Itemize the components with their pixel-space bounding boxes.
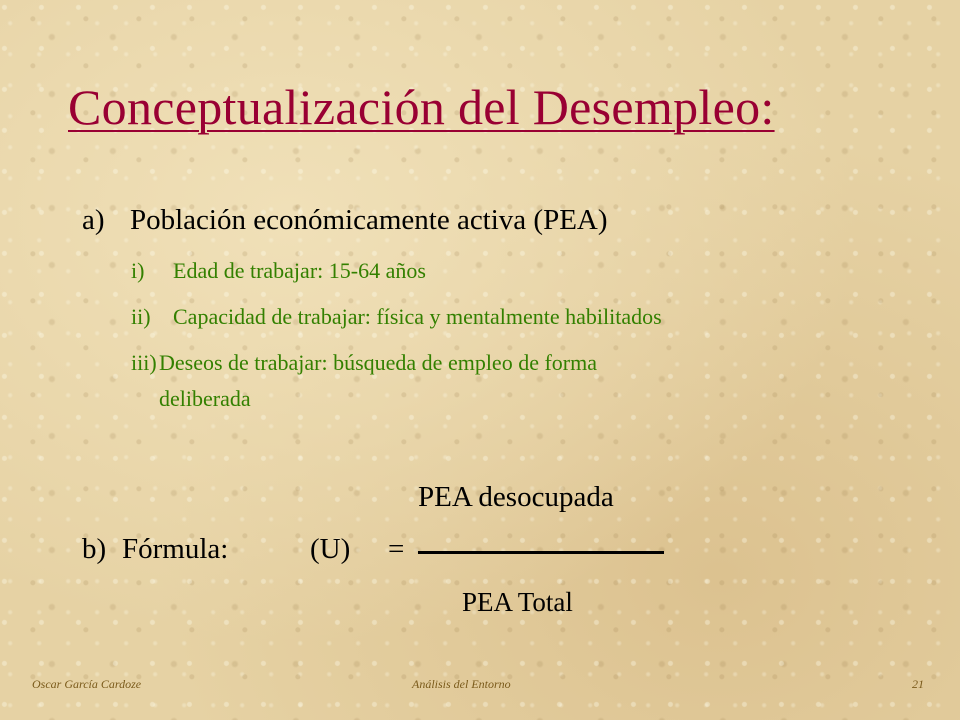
subitem-iii-marker: iii) — [131, 350, 157, 375]
footer-course: Análisis del Entorno — [412, 677, 511, 691]
subitem-iii-text: Deseos de trabajar: búsqueda de empleo de forma — [159, 350, 597, 375]
subitem-ii-marker: ii) — [131, 304, 151, 329]
bullet-a — [82, 204, 608, 237]
footer-author: Oscar García Cardoze — [32, 677, 142, 691]
fraction-line — [418, 551, 664, 554]
bullet-b-marker: b) — [82, 533, 107, 565]
subitem-i — [131, 258, 426, 284]
bullet-b — [82, 533, 404, 566]
formula-label: Fórmula: — [122, 533, 229, 565]
subitem-i-marker: i) — [131, 258, 145, 283]
footer-page-number: 21 — [912, 677, 924, 691]
bullet-a-marker: a) — [82, 204, 105, 236]
formula-numerator: PEA desocupada — [418, 481, 614, 513]
formula-equals: = — [388, 533, 405, 565]
subitem-iii-continuation: deliberada — [159, 386, 251, 411]
subitem-iii — [131, 350, 597, 376]
bullet-a-text: Población económicamente activa (PEA) — [130, 204, 608, 236]
formula-denominator: PEA Total — [462, 587, 573, 617]
subitem-ii-text: Capacidad de trabajar: física y mentalmente habilitados — [173, 304, 662, 329]
subitem-ii — [131, 304, 662, 330]
subitem-i-text: Edad de trabajar: 15-64 años — [173, 258, 426, 283]
formula-variable: (U) — [310, 533, 351, 565]
slide-title: Conceptualización del Desempleo: — [68, 79, 775, 135]
